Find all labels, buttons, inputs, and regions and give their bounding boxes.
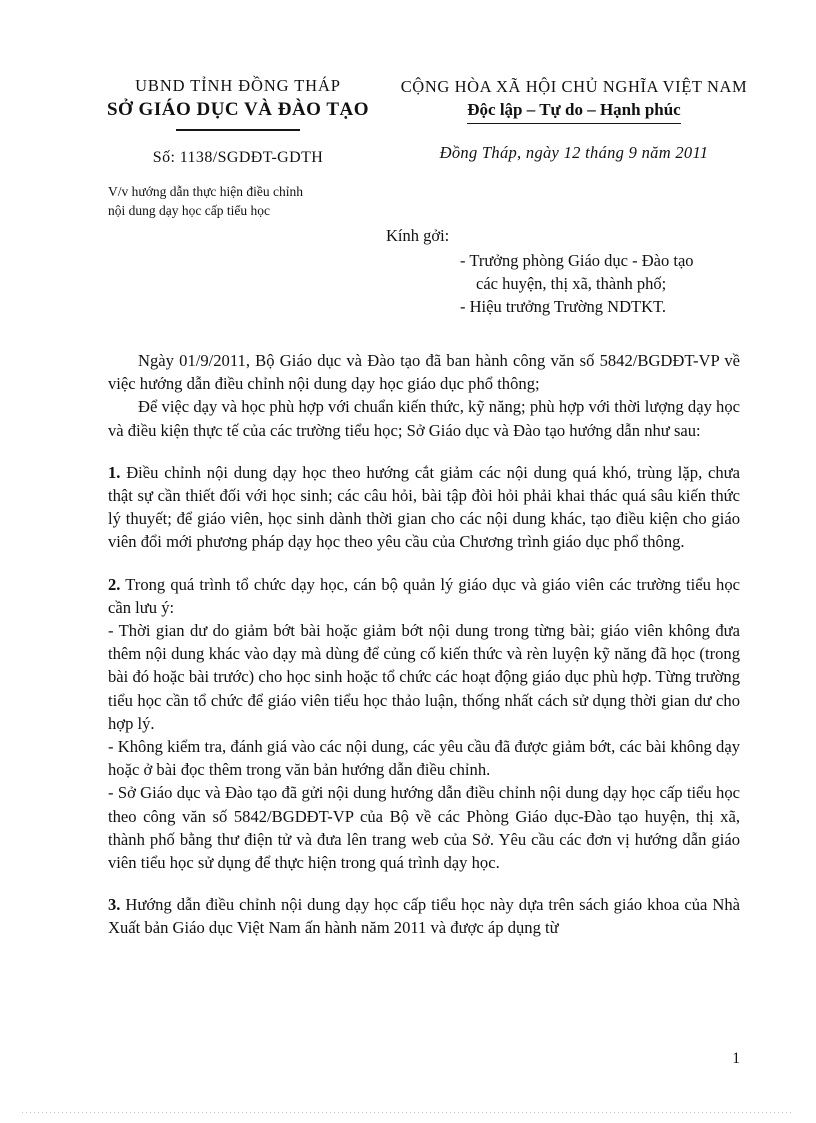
section-2-paragraph <box>108 573 740 619</box>
agency-parent-name: UBND TỈNH ĐỒNG THÁP <box>135 76 341 95</box>
document-number: Số: 1138/SGDĐT-GDTH <box>152 148 324 166</box>
section-2-bullet-1: - Thời gian dư do giảm bớt bài hoặc giảm bớt nội dung trong từng bài; giáo viên không đưa thêm nội dung khác vào dạy mà dùng để củng cố kiến thức và rèn luyện kỹ năng đã học (trong bài đó hoặc bài trước) cho học sinh hoặc tổ chức các hoạt động giáo dục phù hợp. Từng trường tiểu học cần tổ chức để giáo viên tiểu học thảo luận, thống nhất cách sử dụng thời gian dư cho hợp lý. <box>108 621 740 733</box>
national-name: CỘNG HÒA XÃ HỘI CHỦ NGHĨA VIỆT NAM <box>400 77 748 96</box>
recipient-item: - Hiệu trưởng Trường NDTKT. <box>460 297 666 316</box>
intro-paragraph-1: Ngày 01/9/2011, Bộ Giáo dục và Đào tạo đã ban hành công văn số 5842/BGDĐT-VP về việc hướng dẫn điều chỉnh nội dung dạy học giáo dục phổ thông; <box>108 351 740 394</box>
section-3-paragraph <box>108 893 740 939</box>
intro-paragraph-2: Để việc dạy và học phù hợp với chuẩn kiến thức, kỹ năng; phù hợp với thời lượng dạy học và điều kiện thực tế của các trường tiểu học; Sở Giáo dục và Đào tạo hướng dẫn như sau: <box>108 397 740 440</box>
section-1-paragraph <box>108 461 740 554</box>
page-number: 1 <box>732 1050 740 1067</box>
recipients-list <box>386 249 786 318</box>
document-subject <box>108 182 366 220</box>
agency-name: SỞ GIÁO DỤC VÀ ĐÀO TẠO <box>106 99 370 120</box>
national-motto: Độc lập – Tự do – Hạnh phúc <box>467 99 680 124</box>
section-1-text: Điều chỉnh nội dung dạy học theo hướng cắt giảm các nội dung quá khó, trùng lặp, chưa thật sự cần thiết đối với học sinh; các câu hỏi, bài tập đòi hỏi phải khai thác quá sâu kiến thức lý thuyết; để giáo viên, học sinh dành thời gian cho các nội dung khác, tạo điều kiện cho giáo viên đổi mới phương pháp dạy học theo yêu cầu của Chương trình giáo dục phổ thông. <box>108 462 740 552</box>
section-2-number: 2. <box>108 574 121 594</box>
section-2-bullet-3: - Sở Giáo dục và Đào tạo đã gửi nội dung hướng dẫn điều chỉnh nội dung dạy học cấp tiểu học theo công văn số 5842/BGDĐT-VP của Bộ về các Phòng Giáo dục-Đào tạo huyện, thị xã, thành phố bằng thư điện tử và đưa lên trang web của Sở. Yêu cầu các đơn vị hướng dẫn giáo viên tiểu học sử dụng để thực hiện trong quá trình dạy học. <box>108 783 740 873</box>
section-3-text: Hướng dẫn điều chỉnh nội dung dạy học cấp tiểu học này dựa trên sách giáo khoa của Nhà Xuất bản Giáo dục Việt Nam ấn hành năm 2011 và được áp dụng từ <box>108 895 740 938</box>
place-and-date: Đồng Tháp, ngày 12 tháng 9 năm 2011 <box>439 143 709 162</box>
national-heading-block <box>378 76 770 163</box>
recipient-item: - Trưởng phòng Giáo dục - Đào tạo <box>460 251 694 270</box>
document-body <box>108 349 740 940</box>
section-2-text: Trong quá trình tổ chức dạy học, cán bộ quản lý giáo dục và giáo viên các trường tiểu học cần lưu ý: <box>108 574 740 617</box>
section-1-number: 1. <box>108 462 121 482</box>
recipients-label: Kính gởi: <box>386 226 450 245</box>
subject-line-1: V/v hướng dẫn thực hiện điều chỉnh <box>108 184 303 199</box>
scan-artifact-line <box>22 1112 794 1113</box>
recipient-item: các huyện, thị xã, thành phố; <box>476 274 667 293</box>
issuing-agency-block <box>88 76 388 218</box>
section-3-number: 3. <box>108 895 121 915</box>
header-divider <box>176 129 300 131</box>
subject-line-2: nội dung dạy học cấp tiểu học <box>108 203 270 218</box>
section-2-bullet-2: - Không kiểm tra, đánh giá vào các nội dung, các yêu cầu đã được giảm bớt, các bài không dạy hoặc ở bài đọc thêm trong văn bản hướng dẫn điều chỉnh. <box>108 737 740 780</box>
recipients-block <box>386 224 786 318</box>
